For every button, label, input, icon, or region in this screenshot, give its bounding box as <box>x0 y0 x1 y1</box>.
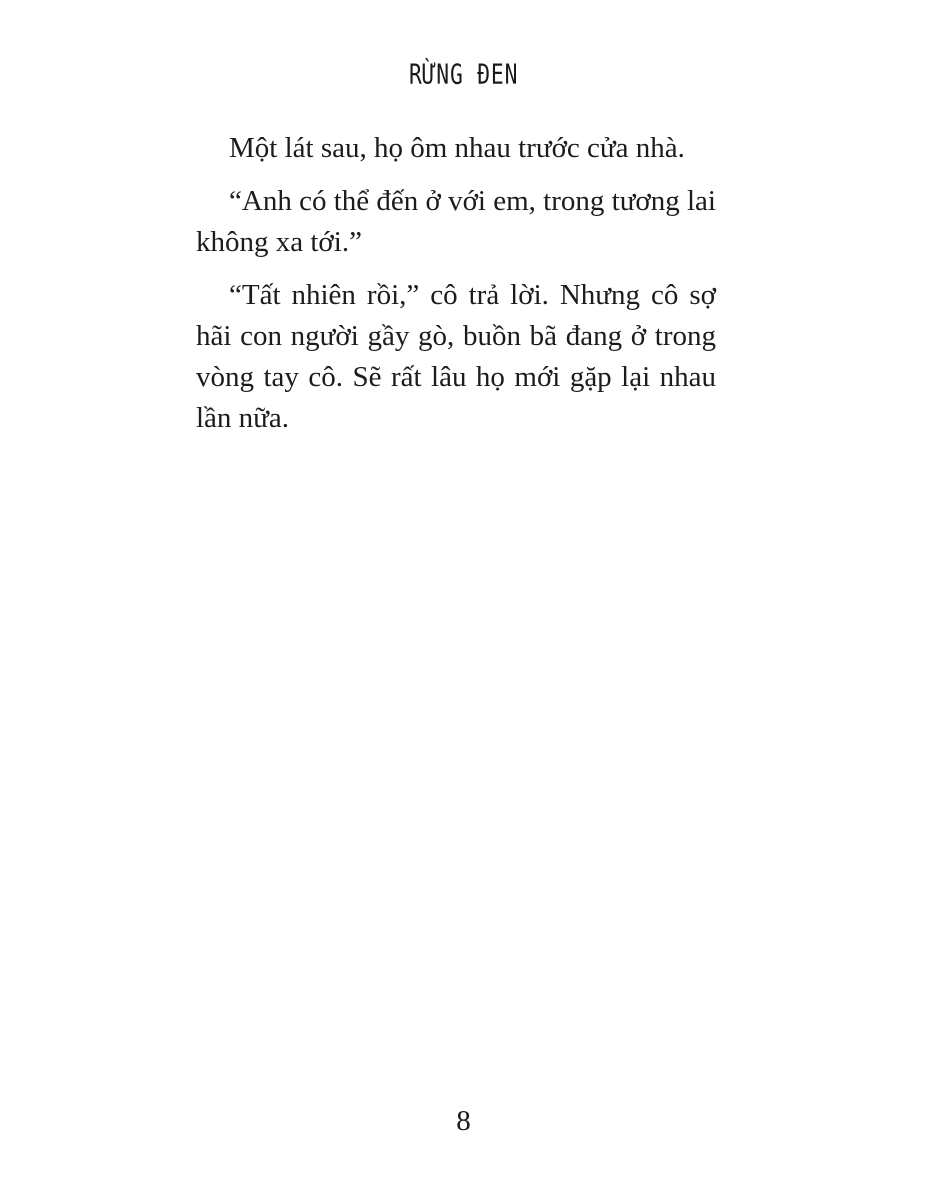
body-text <box>196 128 716 451</box>
page-number: 8 <box>456 1105 471 1137</box>
running-header-title: RỪNG ĐEN <box>408 59 519 91</box>
running-header <box>0 60 927 90</box>
paragraph-1: Một lát sau, họ ôm nhau trước cửa nhà. <box>229 132 685 164</box>
paragraph-3: “Tất nhiên rồi,” cô trả lời. Nhưng cô sợ hãi con người gầy gò, buồn bã đang ở trong vòng tay cô. Sẽ rất lâu họ mới gặp lại nhau lần nữa. <box>196 279 716 434</box>
paragraph-2: “Anh có thể đến ở với em, trong tương lai không xa tới.” <box>196 185 716 258</box>
